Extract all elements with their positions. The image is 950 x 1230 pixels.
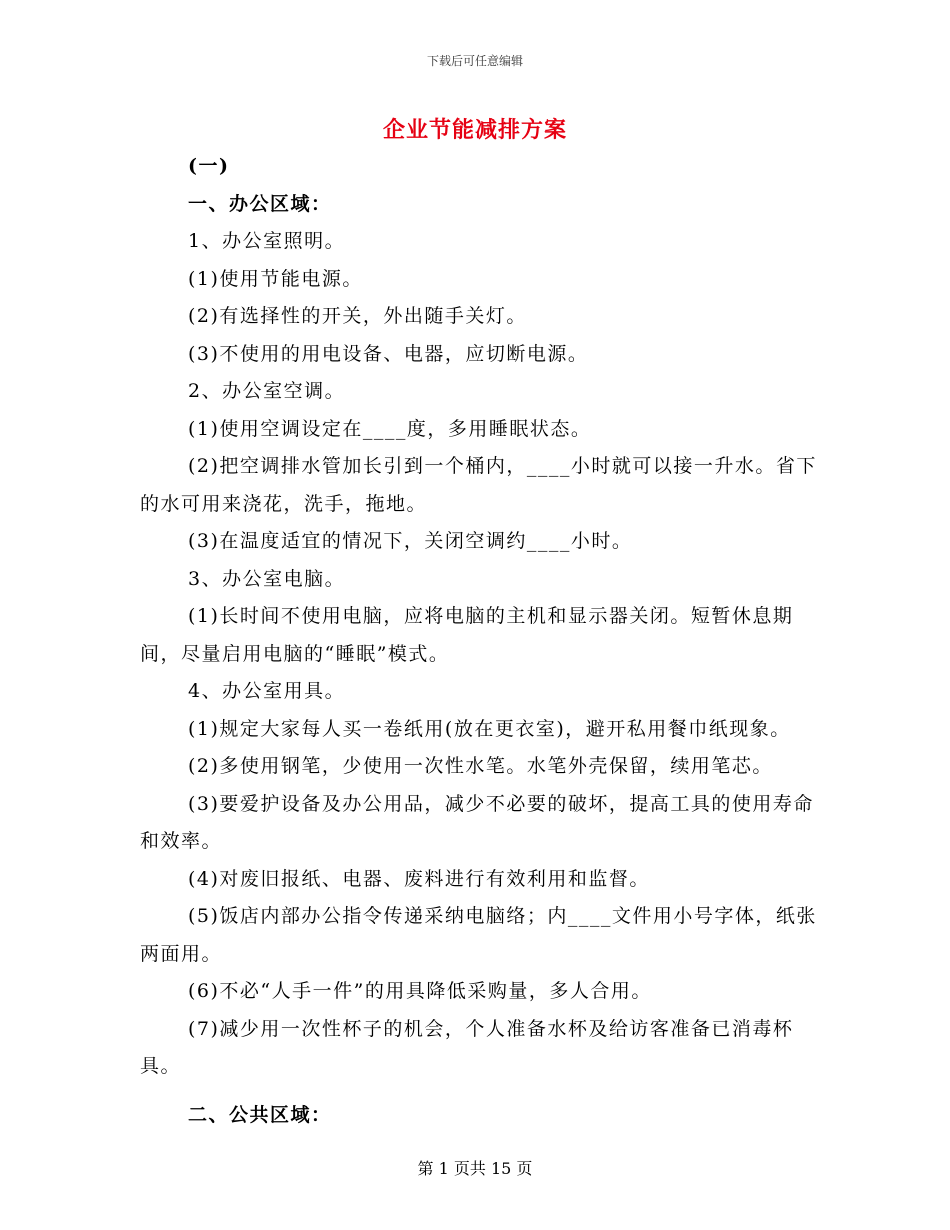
paragraph: (6)不必“人手一件”的用具降低采购量，多人合用。	[188, 980, 652, 1002]
paragraph: (1)规定大家每人买一卷纸用(放在更衣室)，避开私用餐巾纸现象。	[188, 717, 791, 740]
paragraph: (7)减少用一次性杯子的机会，个人准备水杯及给访客准备已消毒杯具。	[140, 1017, 794, 1077]
paragraph: (1)使用节能电源。	[188, 267, 363, 290]
paragraph: (2)有选择性的开关，外出随手关灯。	[188, 305, 527, 327]
document-title: 企业节能减排方案	[382, 117, 567, 143]
subsection-lighting: 1、办公室照明。	[188, 230, 346, 252]
paragraph: (1)长时间不使用电脑，应将电脑的主机和显示器关闭。短暂休息期间，尽量启用电脑的“睡眠”模式。	[140, 605, 794, 665]
subsection-office-supplies: 4、办公室用具。	[188, 680, 346, 702]
paragraph: (1)使用空调设定在____度，多用睡眠状态。	[188, 417, 592, 440]
header-note: 下载后可任意编辑	[426, 54, 523, 68]
paragraph: (3)不使用的用电设备、电器，应切断电源。	[188, 342, 589, 365]
section-heading-office: 一、办公区域：	[188, 192, 332, 215]
paragraph: (2)多使用钢笔，少使用一次性水笔。水笔外壳保留，续用笔芯。	[188, 755, 773, 777]
section-heading-public: 二、公共区域：	[188, 1103, 332, 1126]
document-body	[140, 148, 820, 1134]
subsection-computers: 3、办公室电脑。	[188, 567, 346, 590]
page-number: 第 1 页共 15 页	[417, 1159, 533, 1178]
section-marker: (一)	[188, 155, 230, 177]
paragraph: (5)饭店内部办公指令传递采纳电脑络；内____文件用小号字体，纸张两面用。	[140, 905, 817, 965]
paragraph: (2)把空调排水管加长引到一个桶内，____小时就可以接一升水。省下的水可用来浇花，洗手，拖地。	[140, 455, 817, 515]
paragraph: (3)在温度适宜的情况下，关闭空调约____小时。	[188, 530, 633, 552]
subsection-air-conditioning: 2、办公室空调。	[188, 380, 346, 402]
paragraph: (4)对废旧报纸、电器、废料进行有效利用和监督。	[188, 867, 650, 890]
paragraph: (3)要爱护设备及办公用品，减少不必要的破坏，提高工具的使用寿命和效率。	[140, 792, 814, 852]
